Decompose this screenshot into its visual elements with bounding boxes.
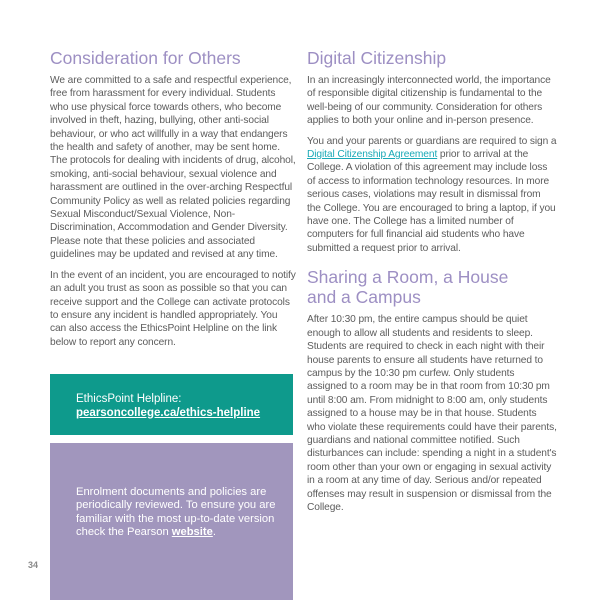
- paragraph-text: prior to arrival at the College. A violation of this agreement may include loss of access to information technology resources. In more serious cases, violations may result in dismissal from the College. You are encouraged to bring a laptop, if you have one. The College has a limited number of computers for full financial aid students who have submitted a request prior to arrival.: [307, 149, 556, 254]
- left-column: [50, 48, 296, 356]
- ethics-helpline-label: EthicsPoint Helpline:: [76, 393, 182, 405]
- ethics-helpline-box: [50, 374, 293, 435]
- digital-citizenship-paragraph-1: In an increasingly interconnected world, the importance of responsible digital citizenship is fundamental to the well-being of our community. Consideration for others applies to both your online and in-person presence.: [307, 75, 551, 127]
- page-number: 34: [28, 560, 39, 570]
- heading-line-1: Sharing a Room, a House: [307, 267, 509, 288]
- heading-line-2: and a Campus: [307, 287, 421, 308]
- enrolment-text-end: .: [212, 526, 216, 539]
- website-link[interactable]: website: [171, 526, 213, 539]
- sharing-room-heading: [307, 267, 557, 307]
- enrolment-notice-box: [50, 443, 293, 600]
- paragraph-text: You and your parents or guardians are required to sign a: [307, 135, 557, 147]
- digital-citizenship-heading: Digital Citizenship: [307, 48, 447, 68]
- enrolment-notice-text: [76, 486, 276, 540]
- right-column: [307, 48, 557, 521]
- ethics-helpline-link[interactable]: pearsoncollege.ca/ethics-helpline: [76, 406, 261, 419]
- consideration-heading: Consideration for Others: [50, 48, 241, 68]
- consideration-paragraph-2: In the event of an incident, you are encouraged to notify an adult you trust as soon as possible so that you can receive support and the College can activate protocols to ensure any incident is handled appropriately. You can also access the EthicsPoint Helpline on the link below to report any concern.: [50, 269, 296, 348]
- consideration-paragraph-1: We are committed to a safe and respectful experience, free from harassment for every individual. Students who use physical force towards others, who become involved in theft, hazing, bullying, other anti-social behaviour, or who act willfully in a way that endangers the health and safety of another, may be sent home. The protocols for dealing with incidents of drug, alcohol, smoking, anti-social behaviour, sexual violence and harassment are outlined in the over-arching Respectful Community Policy as well as related policies regarding Sexual Misconduct/Sexual Violence, Non-Discrimination, Accommodation and Gender Diversity. Please note that these policies and associated guidelines may be updated and revised at any time.: [50, 75, 296, 261]
- digital-citizenship-agreement-link[interactable]: Digital Citizenship Agreement: [307, 149, 438, 161]
- enrolment-text: Enrolment documents and policies are periodically reviewed. To ensure you are familiar with the most up-to-date version check the Pearson: [76, 486, 276, 539]
- digital-citizenship-paragraph-2: [307, 135, 557, 256]
- sharing-room-paragraph: After 10:30 pm, the entire campus should be quiet enough to allow all students and residents to sleep. Students are required to check in each night with their house parents to ensure all students have returned to campus by the 10:30 pm curfew. Only students assigned to a room may be in that room from 10:30 pm until 8:00 am. From midnight to 8:00 am, only students assigned to a house may be in that house. Students who violate these requirements could have their parents, guardians and national committee notified. Such disturbances can include: spending a night in a student's room other than your own or engaging in sexual activity in a room at any time of day. Serious and/or repeated offenses may result in suspension or dismissal from the College.: [307, 314, 557, 513]
